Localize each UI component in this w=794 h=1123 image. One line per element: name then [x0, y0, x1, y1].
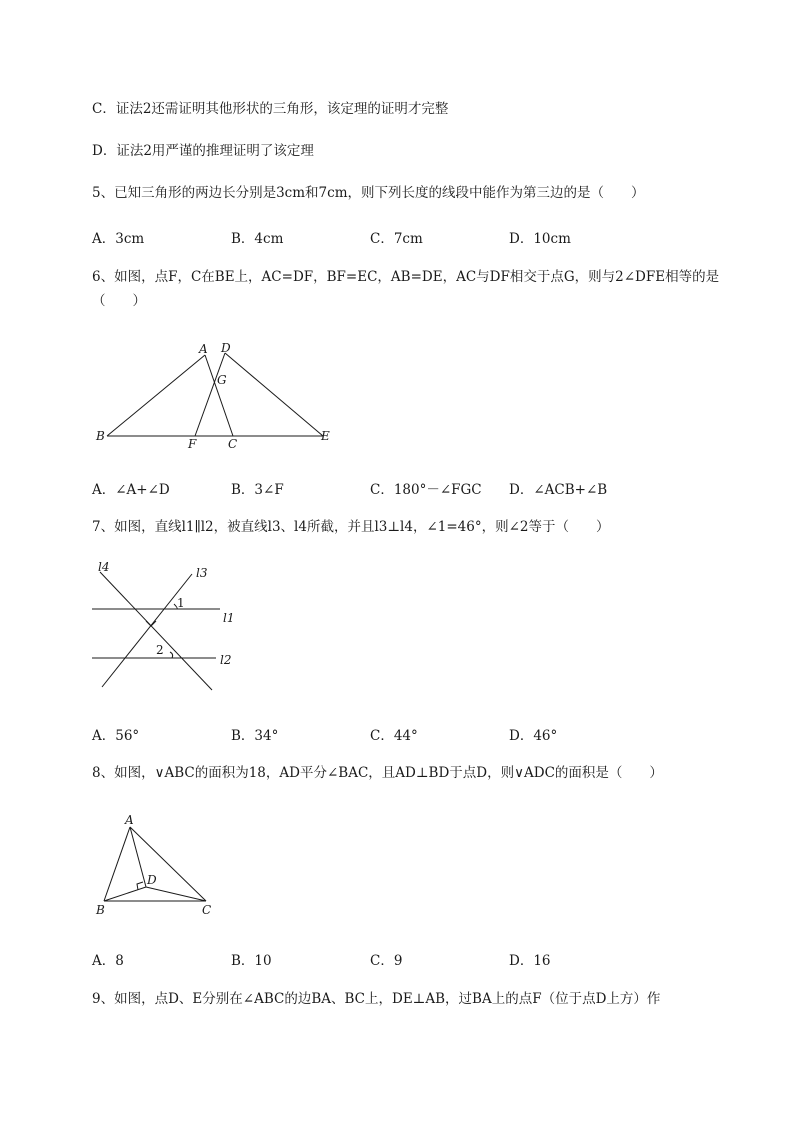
q8-option-b: B．10 — [231, 953, 272, 969]
q6-option-d: D．∠ACB+∠B — [509, 482, 608, 498]
q7-option-a: A．56° — [92, 728, 140, 744]
option-c-previous: C．证法2还需证明其他形状的三角形，该定理的证明才完整 — [92, 101, 449, 117]
q6-label-e: E — [321, 429, 330, 443]
q6-segment-de — [225, 353, 323, 436]
q6-figure — [90, 338, 340, 458]
q5-option-b: B．4cm — [231, 231, 284, 247]
question-6-options — [92, 478, 692, 496]
q7-line-l3 — [102, 574, 192, 687]
question-9-stem: 9、如图，点D、E分别在∠ABC的边BA、BC上，DE⊥AB，过BA上的点F（位于点D上方）作 — [92, 991, 661, 1007]
q7-label-l2: l2 — [220, 653, 232, 667]
q8-label-b: B — [96, 903, 105, 917]
q5-option-c: C．7cm — [370, 231, 423, 247]
question-6-stem: 6、如图，点F，C在BE上，AC=DF，BF=EC，AB=DE，AC与DF相交于点G，则与2∠DFE相等的是 — [92, 269, 720, 285]
q6-option-a: A．∠A+∠D — [92, 482, 170, 498]
q7-option-b: B．34° — [231, 728, 279, 744]
question-7-stem: 7、如图，直线l1∥l2，被直线l3、l4所截，并且l3⊥l4，∠1=46°，则∠2等于（ ） — [92, 519, 610, 535]
q8-segment-ac — [130, 827, 206, 901]
q7-label-l3: l3 — [196, 566, 208, 580]
q8-segment-ad — [130, 827, 146, 887]
q8-label-c: C — [202, 903, 212, 917]
q6-label-f: F — [188, 437, 197, 451]
option-d-previous: D．证法2用严谨的推理证明了该定理 — [92, 143, 314, 159]
q8-segment-bd — [104, 887, 146, 901]
q7-label-angle-2: 2 — [156, 643, 164, 657]
q7-figure — [90, 560, 250, 695]
q6-segment-df — [195, 353, 225, 436]
q6-label-b: B — [96, 429, 105, 443]
q7-label-l4: l4 — [98, 560, 110, 574]
question-5-stem: 5、已知三角形的两边长分别是3cm和7cm，则下列长度的线段中能作为第三边的是（ ） — [92, 185, 645, 201]
q7-label-l1: l1 — [223, 611, 235, 625]
q7-angle-2-arc — [170, 652, 173, 658]
q6-label-c: C — [228, 437, 238, 451]
q5-option-a: A．3cm — [92, 231, 145, 247]
q7-line-l4 — [100, 572, 212, 690]
q8-option-a: A．8 — [92, 953, 124, 969]
q6-label-a: A — [199, 342, 208, 356]
question-6-stem-continued: （ ） — [92, 293, 146, 309]
q7-label-angle-1: 1 — [177, 596, 185, 610]
q8-figure — [90, 810, 230, 920]
q6-option-b: B．3∠F — [231, 482, 284, 498]
question-7-options — [92, 724, 692, 742]
q8-label-d: D — [147, 873, 157, 887]
q6-option-c: C．180°－∠FGC — [370, 482, 482, 498]
q8-segment-dc — [146, 887, 206, 901]
q6-label-g: G — [217, 373, 227, 387]
q8-option-d: D．16 — [509, 953, 551, 969]
q7-option-c: C．44° — [370, 728, 418, 744]
q6-segment-ba — [107, 355, 205, 436]
q5-option-d: D．10cm — [509, 231, 571, 247]
question-8-options — [92, 949, 692, 967]
q8-option-c: C．9 — [370, 953, 403, 969]
q7-option-d: D．46° — [509, 728, 558, 744]
q6-label-d: D — [221, 341, 231, 355]
q8-label-a: A — [125, 813, 134, 827]
question-5-options — [92, 227, 692, 245]
q8-segment-ab — [104, 827, 130, 901]
question-8-stem: 8、如图，∨ABC的面积为18，AD平分∠BAC，且AD⊥BD于点D，则∨ADC的面积是（ ） — [92, 765, 663, 781]
